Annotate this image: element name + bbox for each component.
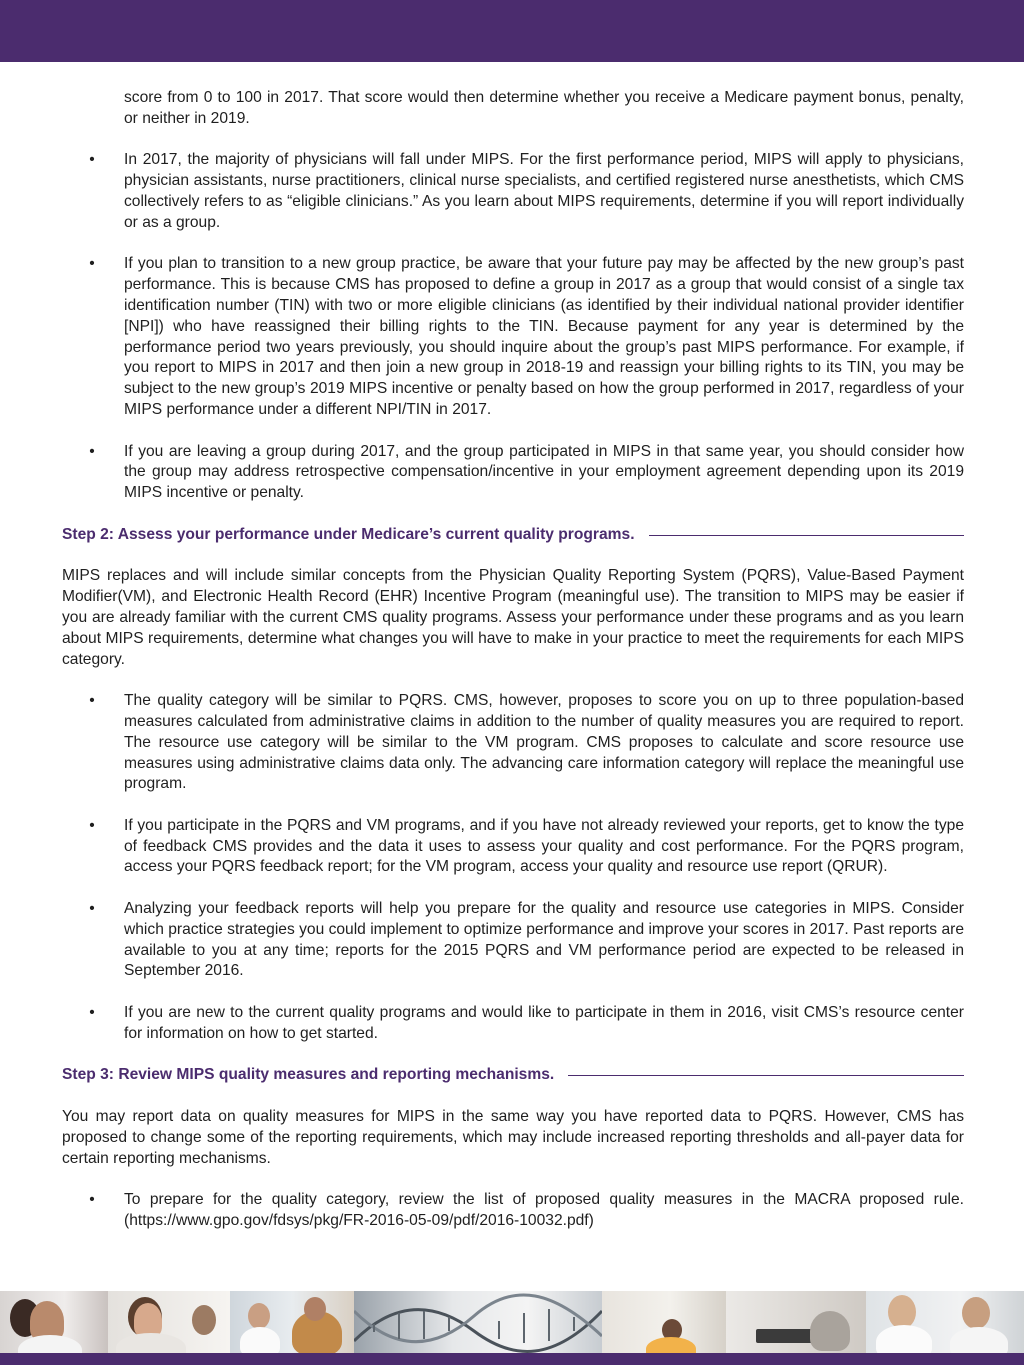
heading-rule (649, 535, 964, 536)
list-item (62, 691, 964, 795)
step3-heading (62, 1065, 964, 1086)
list-item (62, 442, 964, 504)
list-item (62, 899, 964, 982)
footer-band (0, 1353, 1024, 1365)
bullet-icon: • (89, 1004, 95, 1022)
list-item (62, 150, 964, 233)
list-item-text: If you are new to the current quality programs and would like to participate in them in 2016, visit CMS’s resource center for information on how to get started. (124, 1004, 964, 1042)
list-item-text: In 2017, the majority of physicians will fall under MIPS. For the first performance period, MIPS will apply to physicians, physician assistants, nurse practitioners, clinical nurse specialists, and certified registered nurse anesthetists, which CMS collectively refers to as “eligible clinicians.” As you learn about MIPS requirements, determine if you will report individually or as a group. (124, 151, 964, 231)
header-band (0, 0, 1024, 62)
list-item-text: Analyzing your feedback reports will help you prepare for the quality and resource use categories in MIPS. Consider which practice strategies you could implement to optimize performance and improve your scores in 2017. Past reports are available to you at any time; reports for the 2015 PQRS and VM performance period are expected to be released in September 2016. (124, 900, 964, 980)
list-item (62, 816, 964, 878)
photo-patient-consult (230, 1291, 354, 1353)
heading-rule (568, 1075, 964, 1076)
list-item-text: If you are leaving a group during 2017, and the group participated in MIPS in that same year, you should consider how the group may address retrospective compensation/incentive in your employment agreement depending upon its 2019 MIPS incentive or penalty. (124, 442, 964, 502)
step3-heading-text: Step 3: Review MIPS quality measures and reporting mechanisms. (62, 1066, 555, 1084)
step2-heading (62, 525, 964, 546)
list-item-text: The quality category will be similar to PQRS. CMS, however, proposes to score you on up to three population-based measures calculated from administrative claims in addition to the number of quality measures you are required to report. The resource use category will be similar to the VM program. CMS proposes to calculate and score resource use measures using administrative claims data only. The advancing care information category will replace the meaningful use program. (124, 692, 964, 793)
footer-photo-strip (0, 1291, 1024, 1353)
step2-heading-text: Step 2: Assess your performance under Medicare’s current quality programs. (62, 525, 635, 543)
intro-continuation: score from 0 to 100 in 2017. That score would then determine whether you receive a Medicare payment bonus, penalty, or neither in 2019. (124, 89, 964, 127)
bullet-icon: • (89, 1191, 95, 1209)
bullet-icon: • (89, 900, 95, 918)
photo-doctor-group (866, 1291, 1024, 1353)
dna-helix-icon (354, 1291, 602, 1353)
bullet-icon: • (89, 151, 95, 169)
photo-laptop-work (726, 1291, 866, 1353)
list-item (62, 254, 964, 420)
list-item (62, 1190, 964, 1232)
bullet-icon: • (89, 255, 95, 273)
photo-hospital-patient (602, 1291, 726, 1353)
step2-paragraph: MIPS replaces and will include similar concepts from the Physician Quality Reporting System (PQRS), Value-Based Payment Modifier(VM), and Electronic Health Record (EHR) Incentive Program (meaningful use). The transition to MIPS may be easier if you are already familiar with the current CMS quality programs. Assess your performance under these programs and as you learn about MIPS requirements, determine what changes you will have to make in your practice to meet the requirements for each MIPS category. (62, 567, 964, 668)
step3-paragraph: You may report data on quality measures for MIPS in the same way you have reported data to PQRS. However, CMS has proposed to change some of the reporting requirements, which may include increased reporting thresholds and all-payer data for certain reporting mechanisms. (62, 1108, 964, 1167)
document-body (62, 88, 964, 1253)
bullet-icon: • (89, 442, 95, 460)
bullet-icon: • (89, 816, 95, 834)
photo-doctor-smiling (0, 1291, 108, 1353)
bullet-icon: • (89, 692, 95, 710)
photo-dna-helix (354, 1291, 602, 1353)
list-item-text: If you plan to transition to a new group practice, be aware that your future pay may be affected by the new group’s past performance. This is because CMS has proposed to define a group in 2017 as a group that would consist of a single tax identification number (TIN) with two or more eligible clinicians (as identified by their individual national provider identifier [NPI]) who have reassigned their billing rights to the TIN. Because payment for any year is determined by the performance period two years previously, you should inquire about the group’s past MIPS performance. For example, if you report to MIPS in 2017 and then join a new group in 2018-19 and reassign your billing rights to its TIN, you may be subject to the new group’s 2019 MIPS incentive or penalty based on how the group performed in 2017, regardless of your MIPS performance under a different NPI/TIN in 2017. (124, 255, 964, 418)
photo-team-meeting (108, 1291, 230, 1353)
list-item-text: If you participate in the PQRS and VM programs, and if you have not already reviewed your reports, get to know the type of feedback CMS provides and the data it uses to assess your quality and cost performance. For the PQRS program, access your PQRS feedback report; for the VM program, access your quality and resource use report (QRUR). (124, 816, 964, 876)
list-item-text: To prepare for the quality category, review the list of proposed quality measures in the MACRA proposed rule. (https://www.gpo.gov/fdsys/pkg/FR-2016-05-09/pdf/2016-10032.pdf) (124, 1191, 964, 1230)
list-item (62, 1003, 964, 1045)
